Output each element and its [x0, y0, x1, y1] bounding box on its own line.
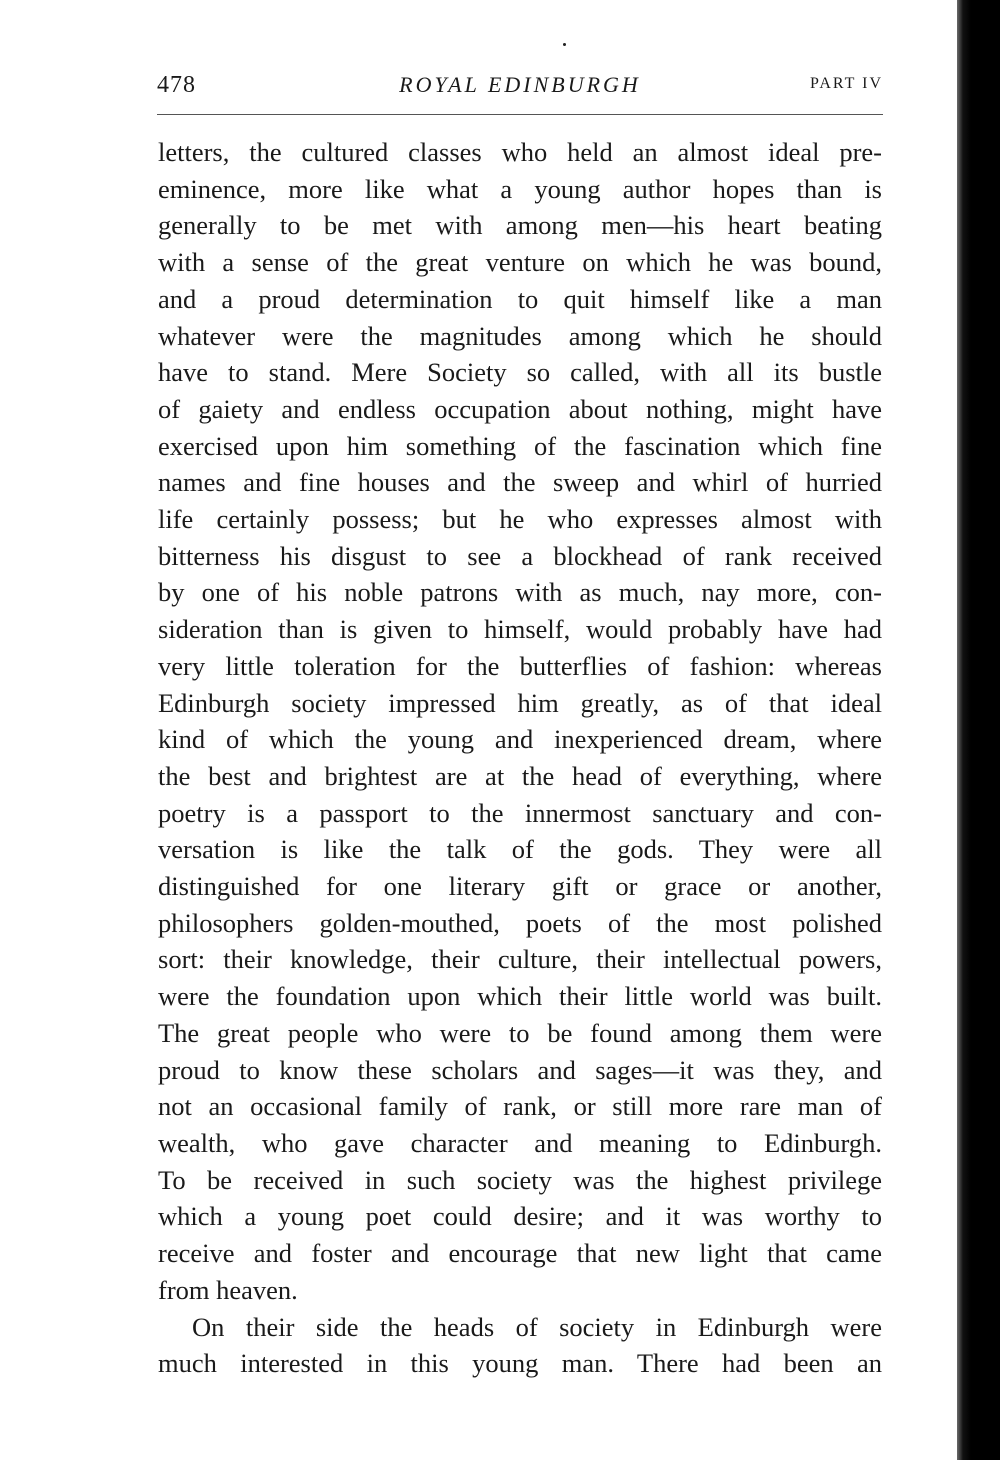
- text-line: with a sense of the great venture on which he was bound,: [158, 247, 882, 278]
- text-line: letters, the cultured classes who held an almost ideal pre-: [158, 137, 882, 167]
- text-line: wealth, who gave character and meaning to Edinburgh.: [158, 1127, 882, 1158]
- text-line: The great people who were to be found among them were: [158, 1017, 882, 1048]
- header-rule: [157, 114, 883, 115]
- text-line: versation is like the talk of the gods. They were all: [158, 834, 882, 865]
- text-line: sideration than is given to himself, would probably have had: [158, 614, 882, 645]
- text-line: and a proud determination to quit himself like a man: [158, 283, 882, 314]
- text-line: kind of which the young and inexperienced dream, where: [158, 724, 882, 755]
- running-head: [157, 70, 883, 106]
- text-line: of gaiety and endless occupation about nothing, might have: [158, 393, 882, 424]
- text-line: distinguished for one literary gift or grace or another,: [158, 871, 882, 902]
- text-line: On their side the heads of society in Edinburgh were: [192, 1311, 882, 1342]
- ink-speck: [563, 43, 566, 46]
- text-line: life certainly possess; but he who expresses almost with: [158, 504, 882, 535]
- text-line: names and fine houses and the sweep and whirl of hurried: [158, 467, 882, 498]
- text-line: philosophers golden-mouthed, poets of the most polished: [158, 907, 882, 938]
- text-line: sort: their knowledge, their culture, their intellectual powers,: [158, 944, 882, 975]
- text-line: very little toleration for the butterflies of fashion: whereas: [158, 650, 882, 681]
- body-text: [158, 134, 882, 1382]
- text-line: by one of his noble patrons with as much, nay more, con-: [158, 577, 882, 608]
- text-line: eminence, more like what a young author hopes than is: [158, 173, 882, 204]
- text-line: not an occasional family of rank, or still more rare man of: [158, 1091, 882, 1122]
- text-line: To be received in such society was the highest privilege: [158, 1164, 882, 1195]
- text-line: much interested in this young man. There had been an: [158, 1348, 882, 1379]
- page-edge-shadow: [957, 0, 1000, 1460]
- text-line: poetry is a passport to the innermost sanctuary and con-: [158, 797, 882, 828]
- text-line: from heaven.: [158, 1274, 298, 1305]
- text-line: whatever were the magnitudes among which he should: [158, 320, 882, 351]
- text-line: the best and brightest are at the head of everything, where: [158, 760, 882, 791]
- text-line: bitterness his disgust to see a blockhead of rank received: [158, 540, 882, 571]
- text-line: have to stand. Mere Society so called, with all its bustle: [158, 357, 882, 388]
- text-line: which a young poet could desire; and it was worthy to: [158, 1201, 882, 1232]
- text-line: Edinburgh society impressed him greatly, as of that ideal: [158, 687, 882, 718]
- text-line: generally to be met with among men—his heart beating: [158, 210, 882, 241]
- paragraph: [158, 1309, 882, 1382]
- text-line: receive and foster and encourage that new light that came: [158, 1238, 882, 1269]
- text-line: exercised upon him something of the fascination which fine: [158, 430, 882, 461]
- part-label: PART IV: [809, 75, 883, 92]
- text-line: proud to know these scholars and sages—it was they, and: [158, 1054, 882, 1085]
- paragraph: [158, 134, 882, 1309]
- page-number: 478: [157, 72, 196, 98]
- running-title: ROYAL EDINBURGH: [399, 72, 641, 97]
- text-line: were the foundation upon which their little world was built.: [158, 981, 882, 1012]
